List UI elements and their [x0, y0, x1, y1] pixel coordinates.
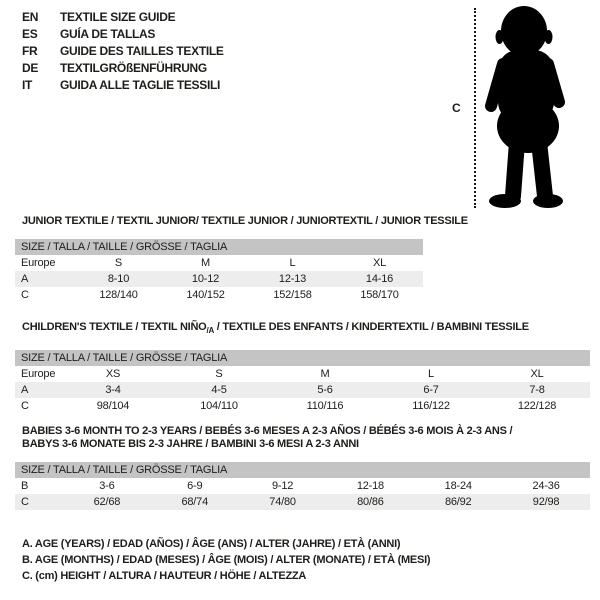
size-value: 12-13 — [278, 273, 307, 285]
language-code: ES — [22, 26, 38, 41]
size-value: 6-9 — [187, 480, 203, 492]
language-title: GUIDE DES TAILLES TEXTILE — [60, 43, 224, 58]
table-row — [15, 478, 590, 494]
size-value: 18-24 — [444, 480, 472, 492]
height-measure-label: C — [452, 101, 461, 115]
size-value: 10-12 — [191, 273, 220, 285]
size-header-bar: SIZE / TALLA / TAILLE / GRÖSSE / TAGLIA — [15, 239, 423, 255]
size-header-bar: SIZE / TALLA / TAILLE / GRÖSSE / TAGLIA — [15, 462, 590, 478]
size-value: S — [114, 257, 123, 269]
language-title: TEXTILE SIZE GUIDE — [60, 9, 176, 24]
size-value: XL — [530, 368, 544, 381]
size-value: 104/110 — [200, 400, 238, 413]
table-row — [15, 287, 423, 303]
size-value: 14-16 — [365, 273, 394, 285]
size-value: L — [428, 368, 434, 381]
height-dotted-line — [474, 8, 476, 208]
size-value: 62/68 — [93, 496, 121, 508]
size-value: 4-5 — [211, 384, 227, 397]
size-value: 68/74 — [181, 496, 208, 508]
junior-textile-section — [15, 215, 468, 303]
table-row — [15, 366, 590, 382]
language-row-es — [22, 25, 224, 42]
row-label: C — [21, 289, 29, 301]
legend-height: C. (cm) HEIGHT / ALTURA / HAUTEUR / HÖHE / ALTEZZA — [22, 570, 307, 582]
language-title: GUÍA DE TALLAS — [60, 26, 156, 41]
size-value: M — [320, 368, 330, 381]
size-value: 128/140 — [99, 289, 138, 301]
title-part: / TEXTILE DES ENFANTS / KINDERTEXTIL / BAMBINI TESSILE — [213, 321, 529, 333]
size-value: 92/98 — [532, 496, 560, 508]
size-header-bar: SIZE / TALLA / TAILLE / GRÖSSE / TAGLIA — [15, 350, 590, 366]
size-value: XL — [372, 257, 387, 269]
junior-textile-title: JUNIOR TEXTILE / TEXTIL JUNIOR/ TEXTILE JUNIOR / JUNIORTEXTIL / JUNIOR TESSILE — [22, 215, 468, 227]
childrens-textile-table — [15, 366, 590, 414]
size-value: 116/122 — [412, 400, 450, 413]
row-label: A — [21, 273, 29, 285]
row-label: Europe — [21, 257, 56, 269]
table-row — [15, 271, 423, 287]
size-value: 152/158 — [273, 289, 312, 301]
size-value: 122/128 — [517, 400, 557, 413]
size-value: 158/170 — [360, 289, 399, 301]
size-value: 98/104 — [96, 400, 130, 413]
size-value: 9-12 — [271, 480, 294, 492]
size-value: XS — [105, 368, 121, 381]
language-row-it — [22, 76, 224, 93]
size-value: L — [289, 257, 296, 269]
babies-textile-section — [15, 425, 590, 510]
language-code: FR — [22, 43, 38, 58]
size-value: 86/92 — [444, 496, 472, 508]
junior-textile-table — [15, 255, 423, 303]
size-value: 6-7 — [423, 384, 439, 397]
babies-title — [15, 425, 590, 451]
size-value: 24-36 — [532, 480, 560, 492]
row-label: B — [21, 480, 29, 492]
size-value: 5-6 — [317, 384, 333, 397]
size-value: 12-18 — [356, 480, 384, 492]
table-row — [15, 382, 590, 398]
language-title: GUIDA ALLE TAGLIE TESSILI — [60, 77, 221, 92]
size-value: S — [215, 368, 223, 381]
language-code: EN — [22, 9, 39, 24]
size-value: 3-4 — [105, 384, 121, 397]
size-value: 140/152 — [186, 289, 225, 301]
babies-title-line1: BABIES 3-6 MONTH TO 2-3 YEARS / BEBÉS 3-6 MESES A 2-3 AÑOS / BÉBÉS 3-6 MOIS À 2-3 ANS / — [22, 425, 513, 437]
childrens-textile-title — [22, 321, 590, 337]
baby-silhouette — [484, 4, 578, 210]
childrens-textile-section — [15, 321, 590, 414]
table-row — [15, 494, 590, 510]
table-row — [15, 398, 590, 414]
size-value: 3-6 — [99, 480, 115, 492]
babies-title-line2: BABYS 3-6 MONATE BIS 2-3 JAHRE / BAMBINI 3-6 MESI A 2-3 ANNI — [22, 438, 359, 450]
row-label: A — [21, 384, 29, 397]
size-value: 74/80 — [269, 496, 296, 508]
row-label: C — [21, 496, 29, 508]
size-value: 110/116 — [306, 400, 344, 413]
size-value: M — [201, 257, 210, 269]
row-label: C — [21, 400, 29, 413]
table-row — [15, 255, 423, 271]
language-title: TEXTILGRÖßENFÜHRUNG — [60, 60, 207, 75]
legend-age-months: B. AGE (MONTHS) / EDAD (MESES) / ÂGE (MOIS) / ALTER (MONATE) / ETÀ (MESI) — [22, 554, 431, 566]
language-code: DE — [22, 60, 39, 75]
size-value: 7-8 — [529, 384, 545, 397]
language-code: IT — [22, 77, 33, 92]
language-row-fr — [22, 42, 224, 59]
title-subscript: /A — [206, 326, 214, 336]
row-label: Europe — [21, 368, 56, 381]
language-row-en — [22, 8, 224, 25]
babies-textile-table — [15, 478, 590, 510]
size-value: 8-10 — [107, 273, 130, 285]
size-value: 80/86 — [357, 496, 384, 508]
legend-age-years: A. AGE (YEARS) / EDAD (AÑOS) / ÂGE (ANS) / ALTER (JAHRE) / ETÀ (ANNI) — [22, 538, 401, 550]
language-row-de — [22, 59, 224, 76]
title-part: CHILDREN'S TEXTILE / TEXTIL NIÑO — [22, 321, 207, 333]
language-title-list — [22, 8, 224, 93]
measurement-legend — [22, 536, 430, 584]
